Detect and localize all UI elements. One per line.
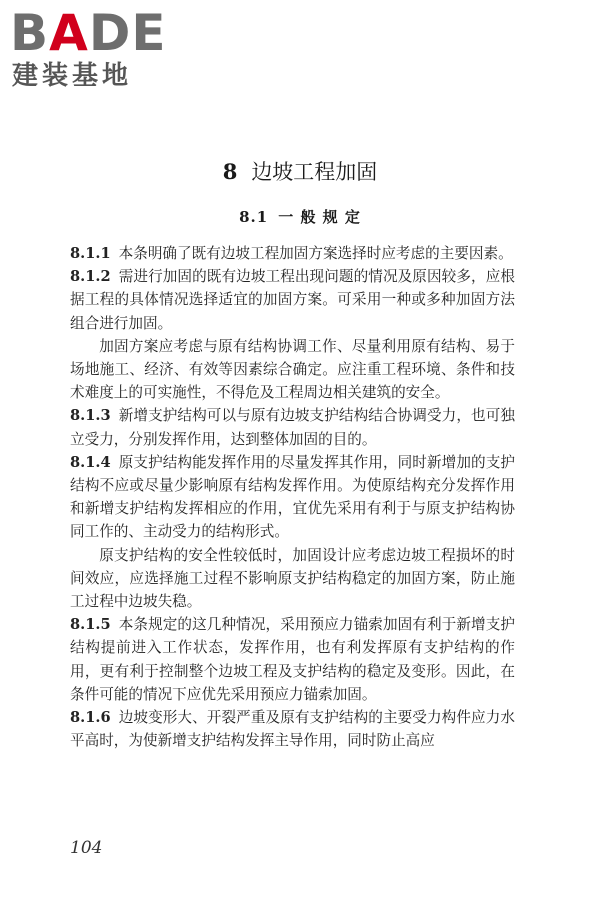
paragraph-text: 原支护结构能发挥作用的尽量发挥其作用，同时新增加的支护结构不应或尽量少影响原有结构发挥作用。为使原结构充分发挥作用和新增支护结构发挥相应的作用，宜优先采用有利于与原支护结构协同工作的、主动受力的结构形式。: [70, 453, 515, 541]
section-title-text: 一 般 规 定: [278, 208, 361, 226]
logo-letter-b: B: [10, 4, 50, 62]
chapter-number: 8: [222, 159, 238, 184]
paragraph-text: 本条规定的这几种情况，采用预应力锚索加固有利于新增支护结构提前进入工作状态，发挥作用，也有利发挥原有支护结构的作用，更有利于控制整个边坡工程及支护结构的稳定及变形。因此，在条件可能的情况下应优先采用预应力锚索加固。: [70, 616, 515, 703]
chapter-title-text: 边坡工程加固: [251, 160, 378, 184]
clause-number: 8.1.3: [70, 407, 111, 425]
paragraph-text: 加固方案应考虑与原有结构协调工作、尽量利用原有结构、易于场地施工、经济、有效等因素综合确定。应注重工程环境、条件和技术难度上的可实施性，不得危及工程周边相关建筑的安全。: [70, 337, 515, 402]
logo-letter-a: A: [49, 4, 89, 62]
paragraph-8-1-2: [70, 265, 515, 335]
clause-number: 8.1.5: [70, 616, 111, 634]
paragraph-text: 原支护结构的安全性较低时，加固设计应考虑边坡工程损坏的时间效应，应选择施工过程不影响原支护结构稳定的加固方案，防止施工过程中边坡失稳。: [70, 546, 515, 611]
section-title: [0, 205, 600, 229]
logo-wordmark: [10, 4, 167, 62]
paragraph-text: 边坡变形大、开裂严重及原有支护结构的主要受力构件应力水平高时，为使新增支护结构发挥主导作用，同时防止高应: [70, 709, 515, 750]
paragraph-text: 新增支护结构可以与原有边坡支护结构结合协调受力，也可独立受力，分别发挥作用，达到整体加固的目的。: [70, 407, 515, 448]
section-number: 8.1: [239, 208, 269, 226]
paragraph-8-1-1: [70, 242, 515, 265]
paragraph-8-1-4: [70, 451, 515, 544]
paragraph-8-1-3: [70, 404, 515, 450]
paragraph-text: 本条明确了既有边坡工程加固方案选择时应考虑的主要因素。: [118, 245, 513, 262]
clause-number: 8.1.4: [70, 453, 111, 471]
clause-number: 8.1.2: [70, 268, 111, 286]
paragraph-8-1-4-continued: [70, 544, 515, 614]
body-text: [70, 242, 515, 752]
page-number: 104: [70, 838, 103, 858]
logo-tagline: 建装基地: [12, 61, 133, 91]
paragraph-8-1-5: [70, 613, 515, 706]
chapter-title: [0, 157, 600, 187]
clause-number: 8.1.6: [70, 709, 111, 727]
paragraph-8-1-6: [70, 706, 515, 752]
clause-number: 8.1.1: [70, 245, 111, 262]
logo-letters-de: DE: [88, 4, 167, 62]
paragraph-text: 需进行加固的既有边坡工程出现问题的情况及原因较多，应根据工程的具体情况选择适宜的加固方案。可采用一种或多种加固方法组合进行加固。: [70, 268, 515, 332]
paragraph-8-1-2-continued: [70, 335, 515, 405]
bade-logo: [10, 4, 175, 91]
